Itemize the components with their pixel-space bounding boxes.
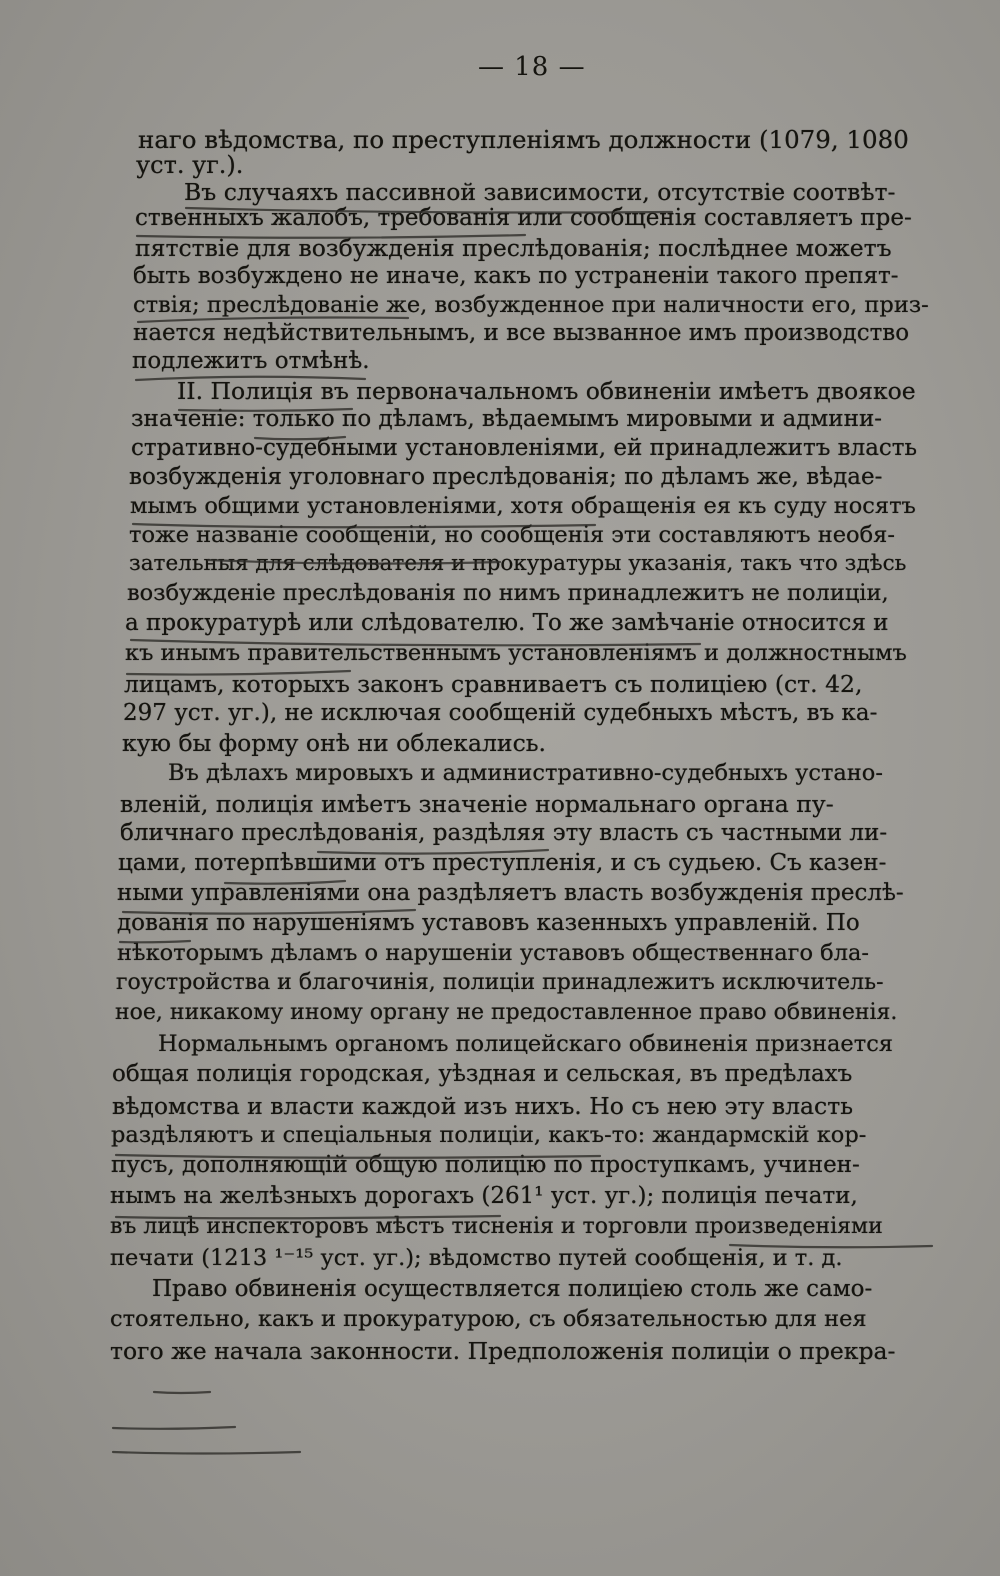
text-line: а прокуратурѣ или слѣдователю. То же замѣчаніе относится и (125, 610, 889, 636)
text-line: общая полиція городская, уѣздная и сельская, въ предѣлахъ (112, 1061, 853, 1087)
text-line: нѣкоторымъ дѣламъ о нарушеніи уставовъ общественнаго бла- (117, 940, 870, 966)
text-line: Нормальнымъ органомъ полицейскаго обвиненія признается (158, 1031, 893, 1057)
text-line: бличнаго преслѣдованія, раздѣляя эту власть съ частными ли- (120, 820, 888, 846)
pencil-underline (154, 1392, 210, 1393)
text-line: лицамъ, которыхъ законъ сравниваетъ съ полиціею (ст. 42, (124, 670, 863, 698)
text-line: вѣдомства и власти каждой изъ нихъ. Но съ нею эту власть (112, 1092, 853, 1120)
text-line: значеніе: только по дѣламъ, вѣдаемымъ мировыми и админи- (131, 406, 883, 432)
text-line: вленій, полиція имѣетъ значеніе нормальнаго органа пу- (120, 790, 834, 818)
text-line: Право обвиненія осуществляется полиціею столь же само- (152, 1276, 873, 1302)
text-line: Въ случаяхъ пассивной зависимости, отсутствіе соотвѣт- (184, 178, 896, 206)
text-line: быть возбуждено не иначе, какъ по устраненіи такого препят- (133, 263, 899, 289)
pencil-underline (113, 1452, 300, 1454)
pencil-underline (113, 1427, 235, 1429)
text-line: гоустройства и благочинія, полиціи принадлежитъ исключитель- (116, 970, 884, 995)
text-line: нымъ на желѣзныхъ дорогахъ (261¹ уст. уг.); полиція печати, (110, 1183, 858, 1209)
text-line: печати (1213 ¹⁻¹⁵ уст. уг.); вѣдомство путей сообщенія, и т. д. (110, 1245, 843, 1271)
text-line: 297 уст. уг.), не исключая сообщеній судебныхъ мѣстъ, въ ка- (123, 700, 878, 726)
text-line: ствія; преслѣдованіе же, возбужденное при наличности его, приз- (133, 292, 929, 318)
text-line: пятствіе для возбужденія преслѣдованія; послѣднее можетъ (135, 234, 892, 262)
text-line: тоже названіе сообщеній, но сообщенія эти составляютъ необя- (129, 522, 895, 548)
text-line: Въ дѣлахъ мировыхъ и административно-судебныхъ устано- (168, 760, 883, 786)
text-line: раздѣляютъ и спеціальныя полиціи, какъ-то: жандармскій кор- (111, 1122, 867, 1148)
text-line: стративно-судебными установленіями, ей принадлежитъ власть (131, 435, 918, 461)
text-line: подлежитъ отмѣнѣ. (132, 348, 370, 374)
text-line: ными управленіями она раздѣляетъ власть возбужденія преслѣ- (117, 880, 904, 906)
text-line: въ лицѣ инспекторовъ мѣстъ тисненія и торговли произведеніями (110, 1214, 883, 1239)
text-line: нается недѣйствительнымъ, и все вызванное имъ производство (133, 320, 910, 346)
text-line: къ инымъ правительственнымъ установленіямъ и должностнымъ (125, 640, 907, 666)
text-line: зательныя для слѣдователя и прокуратуры указанія, такъ что здѣсь (129, 551, 907, 576)
text-line: возбужденія уголовнаго преслѣдованія; по дѣламъ же, вѣдае- (129, 464, 883, 490)
text-line: ственныхъ жалобъ, требованія или сообщенія составляетъ пре- (135, 205, 912, 231)
text-line: II. Полиція въ первоначальномъ обвиненіи имѣетъ двоякое (177, 377, 916, 405)
text-line: того же начала законности. Предположенія полиціи о прекра- (110, 1337, 896, 1365)
text-line: стоятельно, какъ и прокуратурою, съ обязательностью для нея (110, 1306, 867, 1332)
text-line: наго вѣдомства, по преступленіямъ должности (1079, 1080 (138, 125, 909, 154)
text-line: дованія по нарушеніямъ уставовъ казенныхъ управленій. По (117, 910, 860, 936)
text-line: ное, никакому иному органу не предоставленное право обвиненія. (115, 1000, 898, 1025)
page-number: — 18 — (478, 52, 586, 82)
text-line: цами, потерпѣвшими отъ преступленія, и съ судьею. Съ казен- (118, 850, 887, 876)
text-line: пусъ, дополняющій общую полицію по проступкамъ, учинен- (111, 1152, 860, 1178)
text-line: кую бы форму онѣ ни облекались. (122, 729, 547, 757)
text-line: уст. уг.). (136, 151, 244, 179)
text-line: мымъ общими установленіями, хотя обращенія ея къ суду носятъ (130, 493, 916, 519)
text-line: возбужденіе преслѣдованія по нимъ принадлежитъ не полиціи, (127, 580, 889, 606)
